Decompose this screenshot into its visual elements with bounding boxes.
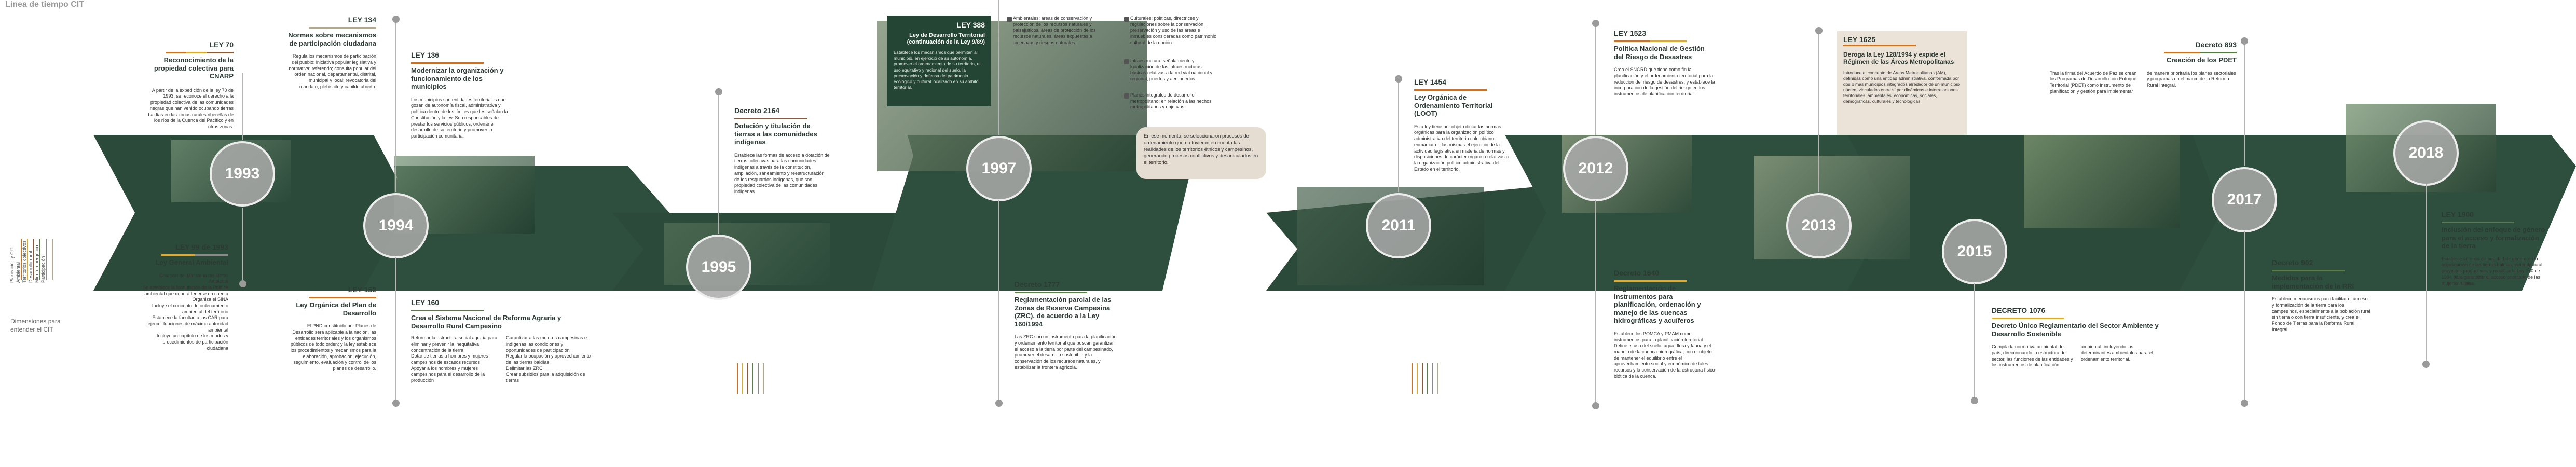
entry-title: Normas sobre mecanismos de participación ciudadana: [288, 31, 376, 47]
entry-law: LEY 388: [956, 21, 985, 29]
entry-ley99: [140, 243, 228, 352]
entry-law: Decreto 893: [2195, 40, 2237, 49]
entry-law: Decreto 1640: [1614, 269, 1660, 277]
entry-title: Decreto Único Reglamentario del Sector Ambiente y Desarrollo Sostenible: [1992, 322, 2159, 338]
connector: [395, 257, 396, 402]
entry-items: [411, 335, 593, 384]
legend-bar: [1417, 363, 1418, 394]
legend-bar-minero: [46, 239, 47, 280]
entry-title: Ley Orgánica de Ordenamiento Territorial (LOOT): [1414, 93, 1493, 118]
entry-title: Crea el Sistema Nacional de Reforma Agraria y Desarrollo Rural Campesino: [411, 314, 561, 330]
entry-text: Establece las formas de acceso a dotación de tierras colectivas para las comunidades indígenas a través de la constitución, ampliación, saneamiento y reestructuración de los resguardos indígenas, que son propiedad colectiva de las comunidades indígenas.: [734, 152, 830, 194]
entry-color-tick: [2164, 52, 2237, 53]
entry-text: A partir de la expedición de la ley 70 de 1993, se reconoce el derecho a la propiedad colectiva de las comunidades negras que han venido ocupando tierras baldías en las zonas rurales ribereñas de los ríos de la Cuenca del Pacífico y en otras zonas.: [148, 87, 234, 129]
entry-text: Tras la firma del Acuerdo de Paz se crean los Programas de Desarrollo con Enfoque Territorial (PDET) como instrumento de planificación y gestión para implementar de manera prioritaria los planes sectoriales y programas en el marco de la Reforma Rural Integral.: [2050, 70, 2236, 94]
connector-dot: [2241, 37, 2248, 45]
entry-text: Introduce el concepto de Áreas Metropolitanas (AM), definidas como una entidad administrativa, conformada por dos o más municipios integrados alrededor de un municipio núcleo, vinculados entre sí por dinámicas e interrelaciones territoriales, ambientales, económicas, sociales, demográficas, culturales y tecnológicas.: [1843, 70, 1960, 104]
entry-color-tick: [2442, 222, 2514, 223]
connector-dot: [1971, 397, 1978, 404]
entry-text: Regula los mecanismos de participación del pueblo: iniciativa popular legislativa y normativa; referendo; consulta popular del orden nacional, departamental, distrital, municipal y local; revocatoria del mandato; plebiscito y cabildo abierto.: [289, 53, 376, 89]
entry-ley1454: [1414, 78, 1513, 172]
entry-decreto1640: [1614, 269, 1718, 379]
year-1995: [686, 235, 751, 300]
list-item: Delimitar las ZRC: [506, 365, 543, 371]
year-2015: [1942, 219, 2007, 284]
legend-bar: [758, 363, 759, 394]
entry-title: Ley de Desarrollo Territorial (continuación de la Ley 9/89): [907, 32, 985, 46]
year-1994: [363, 193, 429, 258]
connector: [1974, 283, 1975, 397]
entry-text: Establece mecanismos para facilitar el acceso y formalización de la tierra para los campesinos, especialmente a la población rural sin tierra o con tierra insuficiente, y crea el Fondo de Tierras para la Reforma Rural Integral.: [2272, 296, 2371, 332]
legend-caption: Dimensiones para entender el CIT: [10, 318, 61, 333]
entry-title: Creación de los PDET: [2166, 56, 2237, 64]
entry-title: Reglamentación parcial de las Zonas de Reserva Campesina (ZRC), de acuerdo a la Ley 160/1994: [1015, 296, 1112, 328]
list-item: Dotar de tierras a hombres y mujeres campesinos de escasos recursos: [411, 353, 488, 365]
legend-bar: [1432, 363, 1433, 394]
legend-bar: [763, 363, 764, 394]
year-label: 1993: [225, 165, 260, 182]
connector-dot: [715, 88, 722, 95]
connector: [2244, 39, 2245, 166]
callout-1997: En ese momento, se seleccionaron procesos de ordenamiento que no tuvieron en cuenta las realidades de los territorios étnicos y campesinos, generando procesos conflictivos y desarticulados en el territorio.: [1136, 127, 1266, 179]
connector-dot: [2422, 361, 2430, 368]
connector-dot: [239, 280, 246, 287]
entry-decreto1076: [1992, 306, 2163, 368]
entry-law: LEY 70: [209, 40, 234, 49]
connector: [395, 21, 396, 192]
year-label: 2013: [1801, 217, 1837, 234]
entry-title: Inclusión del enfoque de género para el acceso y formalización de la tierra: [2442, 226, 2545, 250]
photo-2017: [2024, 135, 2180, 228]
connector: [2244, 231, 2245, 402]
connector-dot: [1815, 27, 1823, 34]
entry-law: Decreto 1777: [1015, 280, 1060, 289]
entry-color-tick: [1614, 280, 1687, 282]
connector-dot: [1395, 75, 1402, 83]
list-item: Crear subsidios para la adquisición de tierras: [506, 372, 585, 383]
connector: [1818, 29, 1819, 192]
list-item: Establece la facultad a las CAR para ejercer funciones de máxima autoridad ambiental: [147, 315, 228, 333]
entry-ley152: [288, 285, 376, 372]
entry-ley1625: [1837, 31, 1967, 135]
year-label: 2017: [2227, 191, 2262, 208]
list-item: Creación del Ministerio del Medio Ambiente: [159, 272, 228, 284]
entry-title: Política Nacional de Gestión del Riesgo de Desastres: [1614, 45, 1705, 61]
entry-law: LEY 1454: [1414, 78, 1447, 86]
entry-text: El PND constituido por Planes de Desarrollo será aplicable a la nación, las entidades territoriales y los organismos públicos de todo orden; y la ley establece los procedimientos y mecanismos para la elaboración, aprobación, ejecución, seguimiento, evaluación y control de los planes de desarrollo.: [290, 323, 376, 371]
entry-title: Ley General Ambiental: [155, 258, 228, 266]
legend-bar: [1427, 363, 1428, 394]
entry-law: LEY 1900: [2442, 210, 2474, 218]
entry-text: Los municipios son entidades territoriales que gozan de autonomía fiscal, administrativa y política dentro de los límites que les señalan la Constitución y la ley. Son responsables de prestar los servicios públicos, ordenar el desarrollo de su territorio y promover la participación comunitaria.: [411, 97, 508, 139]
connector: [998, 0, 999, 135]
entry-law: LEY 99 de 1993: [175, 243, 228, 251]
connector: [718, 91, 719, 233]
year-2011: [1366, 193, 1431, 258]
entry-color-tick: [1015, 292, 1087, 293]
legend-bar: [737, 363, 738, 394]
year-2012: [1563, 136, 1628, 201]
connector-dot: [995, 400, 1003, 407]
connector-dot: [1592, 402, 1599, 409]
ley388-icon: [1124, 17, 1129, 22]
entry-color-tick: [166, 52, 234, 53]
year-1997: [966, 136, 1032, 201]
ley388-icon: [1007, 17, 1012, 22]
legend-bar: [1412, 363, 1413, 394]
list-item: Regular la ocupación y aprovechamiento de las tierras baldías: [506, 353, 591, 365]
entry-title: Dotación y titulación de tierras a las comunidades indígenas: [734, 122, 817, 146]
entry-title: Reglamentación de instrumentos para planificación, ordenación y manejo de las cuencas hidrográficas y acuíferos: [1614, 284, 1701, 325]
entry-law: Decreto 902: [2272, 258, 2313, 267]
connector: [242, 73, 243, 140]
year-1993: [210, 141, 275, 207]
connector-dot: [392, 16, 400, 23]
entry-ley1900: [2442, 210, 2545, 286]
list-item: Incluye el concepto de ordenamiento ambiental del territorio: [152, 303, 228, 314]
entry-decreto893: [2050, 40, 2237, 94]
entry-title: Medidas para la implementación de la RRI: [2272, 274, 2354, 290]
entry-items: [140, 273, 228, 352]
entry-color-tick: [309, 297, 376, 298]
legend-item: Ambiental: [16, 262, 21, 283]
legend-bar-participacion: [52, 239, 53, 280]
year-2013: [1786, 193, 1852, 258]
year-2017: [2212, 167, 2277, 232]
entry-color-tick: [1614, 40, 1687, 42]
entry-text: Establece los mecanismos que permitan al municipio, en ejercicio de su autonomía, promover el ordenamiento de su territorio, el uso equitativo y racional del suelo, la preservación y defensa del patrimonio ecológico y cultural localizado en su ámbito territorial.: [894, 50, 981, 90]
list-item: Organiza el SINA: [192, 297, 228, 303]
entry-text: Compila la normativa ambiental del país, direccionando la estructura del sector, las funciones de las entidades y los instrumentos de planificación ambiental, incluyendo las determinantes ambientales para el ordenamiento territorial.: [1992, 344, 2153, 368]
entry-law: LEY 160: [411, 298, 440, 307]
entry-law: LEY 152: [348, 285, 376, 294]
legend-bar: [747, 363, 748, 394]
entry-color-tick: [2272, 270, 2345, 271]
ley388-planes: Planes integrales de desarrollo metropolitano: en relación a las hechos metropolitanos y objetivos.: [1130, 92, 1212, 110]
entry-law: DECRETO 1076: [1992, 306, 2046, 314]
connector-dot: [2241, 400, 2248, 407]
list-item: Incluye un capítulo de los modos y procedimientos de participación ciudadana: [156, 333, 228, 351]
entry-text: Las ZRC son un instrumento para la planificación y ordenamiento territorial que buscan garantizar el acceso a la tierra por parte del campesinado, promover el desarrollo sostenible y la conservación de los recursos naturales, y estabilizar la frontera agrícola.: [1015, 334, 1117, 370]
list-item: Se establece la formulación de la Política ambiental que deberá tenerse en cuenta: [143, 284, 228, 296]
entry-law: LEY 1523: [1614, 29, 1647, 37]
entry-law: LEY 134: [348, 16, 376, 24]
year-2018: [2393, 120, 2459, 186]
ley388-culturales: Culturales: políticas, directrices y regulaciones sobre la conservación, preservación y uso de las áreas e inmuebles consideradas como patrimonio cultural de la nación.: [1130, 16, 1217, 45]
list-item: Garantizar a las mujeres campesinas e indígenas las condiciones y oportunidades de participación: [506, 335, 587, 353]
year-label: 1994: [378, 217, 414, 234]
entry-title: Deroga la Ley 128/1994 y expide el Régimen de las Áreas Metropolitanas: [1843, 51, 1954, 66]
legend-bar: [1422, 363, 1423, 394]
connector: [242, 208, 243, 280]
year-label: 2018: [2408, 144, 2444, 161]
entry-color-tick: [734, 118, 807, 119]
year-label: 1997: [981, 160, 1017, 177]
entry-ley70: [145, 40, 234, 130]
entry-decreto2164: [734, 106, 830, 195]
year-label: 2012: [1578, 160, 1613, 177]
ley388-ambientales: Ambientales: áreas de conservación y protección de los recursos naturales y paisajísticos, áreas de protección de los recursos naturales, áreas expuestas a amenazas y riesgos naturales.: [1013, 16, 1096, 45]
legend-bar: [742, 363, 743, 394]
entry-ley136: [411, 51, 512, 140]
entry-ley388: [887, 16, 991, 106]
entry-text: Establece los POMCA y PMAM como instrumentos para la planificación territorial. Define el uso del suelo, agua, flora y fauna y el manejo de la cuenca hidrográfica, con el objeto de mantener el equilibrio entre el aprovechamiento social y económico de tales recursos y la conservación de la estructura físico-biótica de la cuenca.: [1614, 331, 1717, 379]
year-label: 1995: [701, 258, 736, 276]
entry-law: Decreto 2164: [734, 106, 780, 115]
connector: [998, 200, 999, 400]
connector: [1595, 21, 1596, 135]
ley388-icon: [1124, 93, 1129, 99]
connector-dot: [1592, 20, 1599, 27]
entry-ley134: [288, 16, 376, 90]
connector: [1398, 78, 1399, 192]
page-title: Línea de tiempo CIT: [5, 0, 85, 9]
year-label: 2011: [1381, 217, 1416, 234]
entry-color-tick: [1992, 318, 2064, 319]
entry-law: LEY 1625: [1843, 35, 1876, 44]
entry-text: Establece criterios de equidad de género en la adjudicación de las tierras baldías, vivienda rural, proyectos productivos, y modifica la Ley 160 de 1994 para garantizar el acceso prioritario de las mujeres rurales.: [2442, 256, 2544, 286]
year-label: 2015: [1957, 243, 1992, 260]
entry-ley160: [411, 298, 593, 384]
ley388-icon: [1124, 59, 1129, 64]
entry-title: Ley Orgánica del Plan de Desarrollo: [296, 301, 376, 317]
legend-bar: [752, 363, 753, 394]
entry-color-tick: [411, 310, 484, 311]
legend-item: Participación: [40, 256, 46, 283]
legend-bar: [1437, 363, 1438, 394]
entry-text: Esta ley tiene por objeto dictar las normas orgánicas para la organización político administrativa del territorio colombiano; enmarcar en las mismas el ejercicio de la actividad legislativa en materia de normas y disposiciones de carácter orgánico relativas a la organización político administrativa del Estado en el territorio.: [1414, 123, 1509, 172]
connector: [2426, 184, 2427, 363]
list-item: Reformar la estructura social agraria para eliminar y prevenir la inequitativa concentración de la tierra: [411, 335, 498, 353]
entry-color-tick: [309, 27, 376, 29]
connector-dot: [392, 400, 400, 407]
entry-color-tick: [161, 254, 228, 256]
ley388-infra: Infraestructura: señalamiento y localización de las infraestructuras básicas relativas a la red vial nacional y regional, puertos y aeropuertos.: [1130, 58, 1213, 82]
list-item: Apoyar a los hombres y mujeres campesinos para el desarrollo de la producción: [411, 365, 485, 383]
entry-title: Modernizar la organización y funcionamiento de los municipios: [411, 66, 504, 91]
entry-law: LEY 136: [411, 51, 440, 59]
entry-color-tick: [1843, 45, 1916, 46]
legend-item: Minero-energético: [34, 245, 39, 283]
legend-item: Territorios colectivos: [22, 240, 27, 283]
entry-ley1523: [1614, 29, 1715, 98]
entry-title: Reconocimiento de la propiedad colectiva para CNARP: [154, 56, 234, 80]
entry-color-tick: [411, 62, 484, 64]
legend-item: Planeación y CIT: [9, 247, 15, 283]
legend-item: Desarrollo rural: [28, 251, 33, 283]
entry-decreto1777: [1015, 280, 1118, 371]
entry-text: Crea el SNGRD que tiene como fin la planificación y el ordenamiento territorial para la reducción del riesgo de desastres, y establece la incorporación de la gestión del riesgo en los instrumentos de planificación territorial.: [1614, 67, 1715, 97]
connector: [1595, 200, 1596, 405]
entry-decreto902: [2272, 258, 2371, 333]
entry-color-tick: [1414, 89, 1487, 91]
